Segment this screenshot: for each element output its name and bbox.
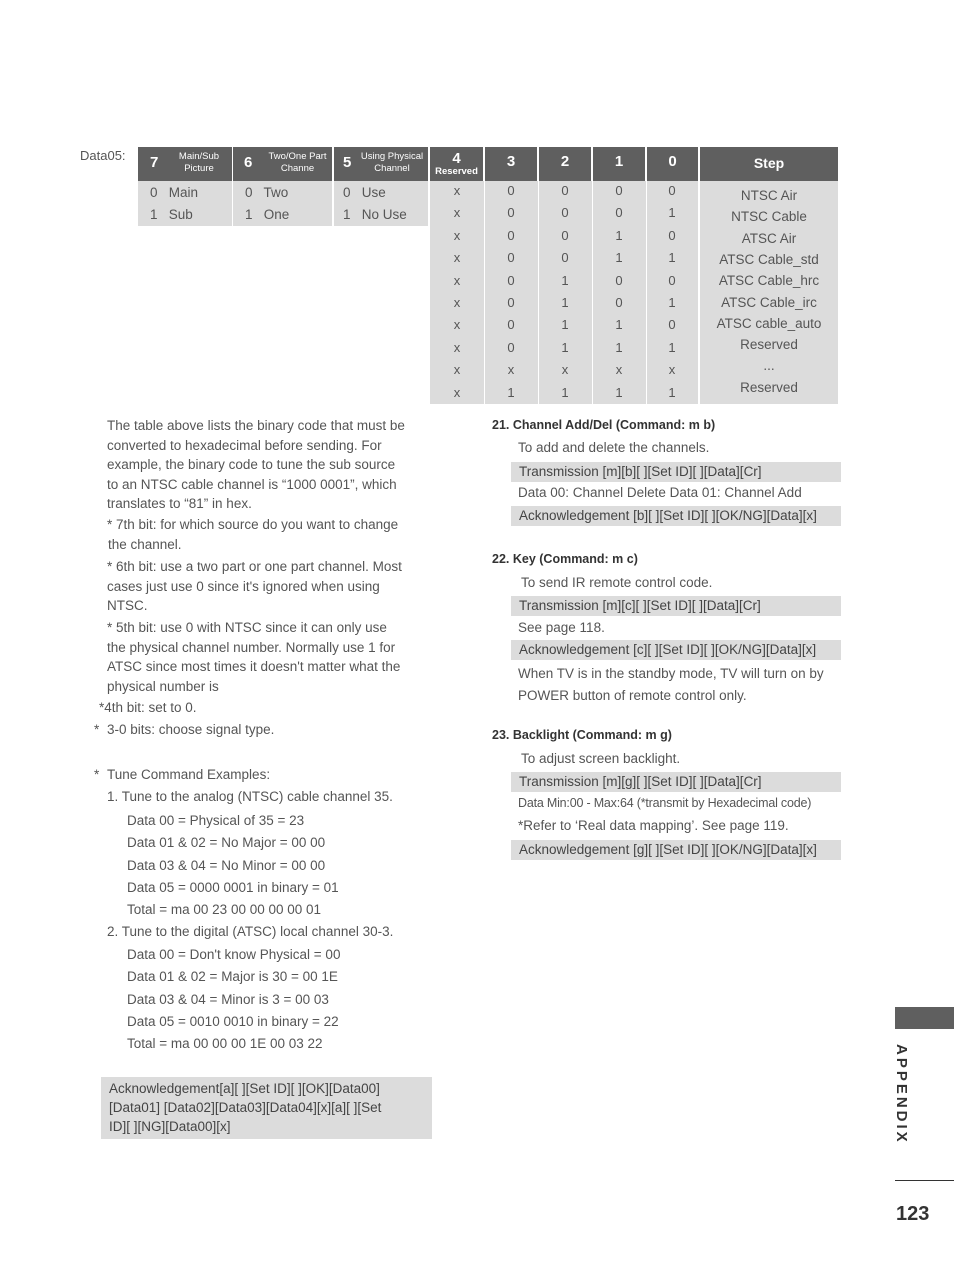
- step-value: NTSC Air: [740, 188, 798, 203]
- section-23-title: 23. Backlight (Command: m g): [492, 728, 672, 742]
- header-bit1: 1: [593, 147, 645, 181]
- header-step: Step: [700, 147, 838, 181]
- section-21-title: 21. Channel Add/Del (Command: m b): [492, 418, 716, 432]
- bits30-star: *: [94, 722, 100, 737]
- bit-value-b2: 0: [561, 183, 569, 198]
- bit-value-b1: 1: [615, 227, 623, 243]
- section-23-ack: Acknowledgement [g][ ][Set ID][ ][OK/NG][Data][x]: [511, 840, 841, 860]
- step-value: ATSC Cable_std: [719, 251, 819, 267]
- section-21-data: Data 00: Channel Delete Data 01: Channel Add: [518, 485, 802, 500]
- bit-value-b1: 0: [615, 272, 623, 288]
- bit-value-b4: x: [453, 384, 461, 400]
- bit-value-b1: 1: [615, 250, 623, 266]
- step-value: ATSC Air: [741, 230, 797, 246]
- data05-label: Data05:: [80, 148, 126, 163]
- bit-value-b1: x: [615, 362, 623, 378]
- header-bit6: [233, 147, 332, 181]
- bit-value-b3: 0: [507, 250, 515, 266]
- section-23-transmission: Transmission [m][g][ ][Set ID][ ][Data][Cr]: [511, 772, 841, 792]
- example1-lines: Data 00 = Physical of 35 = 23 Data 01 & 02 = No Major = 00 00 Data 03 & 04 = No Minor = 00 00 Data 05 = 0000 0001 in binary = 01 Total = ma 00 23 00 00 00 00 01: [127, 813, 339, 918]
- bit7-note: * 7th bit: for which source do you want to change the channel.: [107, 517, 399, 552]
- bit-value-b4: x: [453, 317, 461, 333]
- bit-value-b0: 1: [668, 250, 676, 266]
- bit-value-b4: x: [453, 227, 461, 243]
- bit-value-b2: 0: [561, 250, 569, 266]
- header-bit3: 3: [485, 147, 537, 181]
- example1-title: 1. Tune to the analog (NTSC) cable channel 35.: [107, 789, 393, 804]
- header-bit7-num: 7: [150, 154, 159, 171]
- bit-value-b0: 0: [668, 317, 676, 333]
- bit6-option-0: 0 Two: [245, 185, 289, 200]
- step-value: Reserved: [740, 337, 798, 353]
- section-23-desc: To adjust screen backlight.: [521, 751, 681, 766]
- header-bit5-name: Using Physical Channel: [360, 151, 424, 174]
- step-value: Reserved: [740, 379, 798, 395]
- bit-value-b2: x: [561, 362, 569, 378]
- bit6-note: * 6th bit: use a two part or one part channel. Most cases just use 0 since it's ignored when using NTSC.: [107, 559, 402, 613]
- bit7-option-0: 0 Main: [150, 185, 199, 200]
- bit6-option-1: 1 One: [245, 207, 290, 222]
- bit-value-b4: x: [453, 183, 461, 198]
- tune-title: Tune Command Examples:: [107, 767, 271, 782]
- intro-paragraph: The table above lists the binary code that must be converted to hexadecimal before sending. For example, the binary code to tune the sub source to an NTSC cable channel is “1000 0001”, which translates to “81” in hex.: [107, 418, 405, 511]
- header-bit5-num: 5: [343, 154, 352, 171]
- bit-value-b3: 0: [507, 339, 515, 355]
- header-bit4-name: Reserved: [435, 166, 478, 177]
- bit-value-b2: 1: [561, 339, 569, 355]
- bit-value-b4: x: [453, 362, 461, 378]
- page-number-rule: [895, 1180, 954, 1181]
- header-bit5: [334, 147, 428, 181]
- section-22-note: When TV is in the standby mode, TV will turn on by POWER button of remote control only.: [518, 666, 824, 703]
- bit-value-b4: x: [453, 272, 461, 288]
- section-23-data: Data Min:00 - Max:64 (*transmit by Hexadecimal code): [518, 796, 812, 810]
- bit-value-b2: 0: [561, 205, 569, 221]
- section-21-ack: Acknowledgement [b][ ][Set ID][ ][OK/NG][Data][x]: [511, 506, 841, 526]
- bit-value-b4: x: [453, 295, 461, 310]
- section-22-desc: To send IR remote control code.: [521, 575, 713, 590]
- bit5-option-1: 1 No Use: [343, 207, 407, 222]
- bit-value-b1: 0: [615, 183, 623, 198]
- bit-value-b3: 0: [507, 183, 515, 198]
- bit-value-b3: 0: [507, 317, 515, 333]
- example2-lines: Data 00 = Don't know Physical = 00 Data 01 & 02 = Major is 30 = 00 1E Data 03 & 04 = Minor is 3 = 00 03 Data 05 = 0010 0010 in binary = 22 Total = ma 00 00 00 1E 00 03 22: [127, 947, 341, 1052]
- section-22-transmission: Transmission [m][c][ ][Set ID][ ][Data][Cr]: [511, 596, 841, 616]
- bit-value-b3: x: [507, 362, 515, 378]
- bit4-note: *4th bit: set to 0.: [99, 700, 197, 715]
- bit-value-b1: 0: [615, 295, 623, 310]
- bit-value-b3: 0: [507, 295, 515, 310]
- bit-value-b0: 0: [668, 272, 676, 288]
- bit-value-b0: 1: [668, 205, 676, 221]
- step-value: ATSC Cable_hrc: [718, 273, 820, 289]
- bits30-note: 3-0 bits: choose signal type.: [107, 722, 275, 737]
- step-value: ATSC cable_auto: [716, 315, 822, 331]
- header-bit7: [138, 147, 232, 181]
- header-bit6-num: 6: [244, 154, 253, 171]
- section-23-refer: *Refer to ‘Real data mapping’. See page 119.: [518, 818, 789, 833]
- bit7-option-1: 1 Sub: [150, 207, 193, 222]
- bit-value-b0: 0: [668, 183, 676, 198]
- bit-value-b3: 0: [507, 205, 515, 221]
- bit-value-b2: 1: [561, 295, 569, 310]
- section-22-see: See page 118.: [518, 620, 605, 635]
- example2-title: 2. Tune to the digital (ATSC) local channel 30-3.: [107, 924, 394, 939]
- header-bit0: 0: [647, 147, 698, 181]
- bit-value-b1: 1: [615, 384, 623, 400]
- step-value: ...: [763, 358, 775, 374]
- bit-value-b0: 1: [668, 295, 676, 310]
- bit-value-b1: 1: [615, 317, 623, 333]
- header-bit4: [430, 147, 483, 181]
- bit-value-b0: x: [668, 362, 676, 378]
- header-bit6-name: Two/One Part Channe: [268, 151, 327, 174]
- section-22-title: 22. Key (Command: m c): [492, 552, 638, 566]
- bit-value-b4: x: [453, 205, 461, 221]
- bit5-note: * 5th bit: use 0 with NTSC since it can only use the physical channel number. Normally use 1 for ATSC since most times it doesn't matter what the physical number is: [107, 620, 401, 694]
- bit-value-b4: x: [453, 339, 461, 355]
- bit-value-b2: 1: [561, 272, 569, 288]
- bit-value-b2: 1: [561, 384, 569, 400]
- header-bit4-num: 4: [452, 150, 461, 167]
- section-22-ack: Acknowledgement [c][ ][Set ID][ ][OK/NG][Data][x]: [511, 640, 841, 660]
- step-value: NTSC Cable: [731, 209, 807, 225]
- bit-value-b3: 1: [507, 384, 515, 400]
- header-bit7-name: Main/Sub Picture: [178, 151, 220, 174]
- bit5-option-0: 0 Use: [343, 185, 386, 200]
- bit-value-b2: 1: [561, 317, 569, 333]
- bit-value-b4: x: [453, 250, 461, 266]
- bit-value-b3: 0: [507, 227, 515, 243]
- bit-value-b0: 0: [668, 227, 676, 243]
- bit-value-b2: 0: [561, 227, 569, 243]
- step-value: ATSC Cable_irc: [721, 294, 817, 310]
- bit-value-b3: 0: [507, 272, 515, 288]
- bit-value-b1: 0: [615, 205, 623, 221]
- bit-value-b1: 1: [615, 339, 623, 355]
- appendix-tab-bar: [895, 1007, 954, 1029]
- tune-star: *: [94, 767, 100, 782]
- bit-value-b0: 1: [668, 384, 676, 400]
- header-bit2: 2: [539, 147, 591, 181]
- appendix-tab-label: APPENDIX: [893, 1044, 910, 1145]
- page-number: 123: [896, 1203, 930, 1225]
- bit-value-b0: 1: [668, 339, 676, 355]
- section-21-transmission: Transmission [m][b][ ][Set ID][ ][Data][Cr]: [511, 462, 841, 482]
- acknowledgement-box: Acknowledgement[a][ ][Set ID][ ][OK][Data00] [Data01] [Data02][Data03][Data04][x][a][ ][Set ID][ ][NG][Data00][x]: [101, 1077, 432, 1139]
- section-21-desc: To add and delete the channels.: [518, 440, 710, 455]
